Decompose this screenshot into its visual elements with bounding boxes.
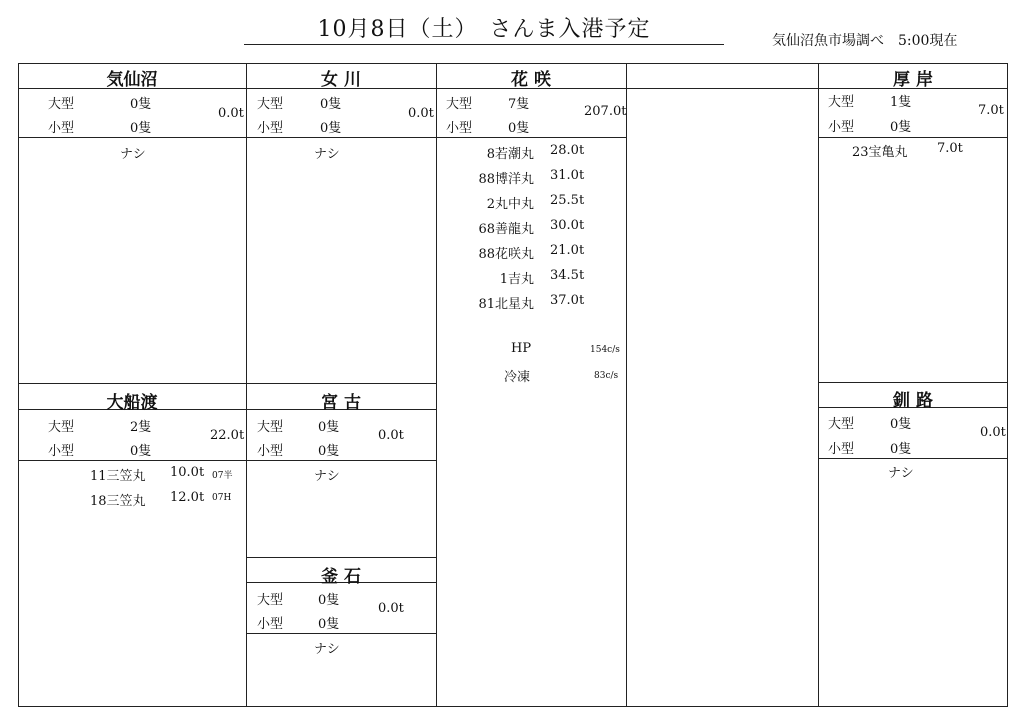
ship-name: 23宝亀丸 bbox=[852, 145, 908, 160]
ship-name: 11三笠丸 bbox=[90, 469, 146, 484]
port-header-onagawa: 女 川 bbox=[321, 70, 361, 90]
port-header-miyako: 宮 古 bbox=[321, 393, 361, 413]
column-divider bbox=[818, 63, 819, 707]
ship-amount: 10.0t bbox=[170, 465, 205, 480]
source-note: 気仙沼魚市場調べ 5:00現在 bbox=[772, 33, 958, 49]
ship-name: 81北星丸 bbox=[478, 297, 534, 312]
total-tonnage: 0.0t bbox=[378, 601, 404, 616]
total-tonnage: 0.0t bbox=[378, 428, 404, 443]
section-rule bbox=[436, 137, 626, 138]
ship-amount: 7.0t bbox=[937, 141, 963, 156]
section-rule bbox=[246, 633, 436, 634]
ship-name: 1吉丸 bbox=[499, 272, 534, 287]
large-label: 大型 bbox=[828, 417, 855, 432]
section-rule bbox=[818, 382, 1008, 383]
hp-label: HP bbox=[511, 341, 532, 356]
small-label: 小型 bbox=[828, 120, 855, 135]
large-label: 大型 bbox=[828, 95, 855, 110]
large-count: 0隻 bbox=[318, 420, 340, 435]
large-count: 2隻 bbox=[130, 420, 152, 435]
ship-name: 68善龍丸 bbox=[478, 222, 534, 237]
small-count: 0隻 bbox=[508, 121, 530, 136]
frozen-label: 冷凍 bbox=[504, 370, 531, 385]
section-rule bbox=[818, 458, 1008, 459]
port-header-kamaishi: 釜 石 bbox=[321, 567, 361, 587]
no-entries: ナシ bbox=[314, 642, 340, 657]
frozen-value: 83c/s bbox=[594, 371, 619, 381]
section-rule bbox=[18, 137, 246, 138]
total-tonnage: 0.0t bbox=[980, 425, 1006, 440]
ship-amount: 25.5t bbox=[550, 193, 585, 208]
small-label: 小型 bbox=[48, 121, 75, 136]
small-count: 0隻 bbox=[130, 444, 152, 459]
small-label: 小型 bbox=[257, 617, 284, 632]
port-header-hanasaki: 花 咲 bbox=[511, 70, 551, 90]
small-label: 小型 bbox=[257, 121, 284, 136]
column-divider bbox=[626, 63, 627, 707]
ship-amount: 34.5t bbox=[550, 268, 585, 283]
port-header-kesennuma: 気仙沼 bbox=[106, 70, 158, 90]
section-rule bbox=[818, 137, 1008, 138]
large-label: 大型 bbox=[446, 97, 473, 112]
small-count: 0隻 bbox=[318, 444, 340, 459]
column-divider bbox=[246, 63, 247, 707]
ship-amount: 37.0t bbox=[550, 293, 585, 308]
section-rule bbox=[18, 383, 436, 384]
hp-value: 154c/s bbox=[590, 345, 620, 355]
total-tonnage: 7.0t bbox=[978, 103, 1004, 118]
small-count: 0隻 bbox=[130, 121, 152, 136]
small-label: 小型 bbox=[48, 444, 75, 459]
port-header-kushiro: 釧 路 bbox=[893, 391, 933, 411]
large-count: 7隻 bbox=[508, 97, 530, 112]
section-rule bbox=[18, 460, 436, 461]
large-label: 大型 bbox=[48, 420, 75, 435]
total-tonnage: 22.0t bbox=[210, 428, 245, 443]
large-count: 1隻 bbox=[890, 95, 912, 110]
large-label: 大型 bbox=[257, 593, 284, 608]
ship-amount: 28.0t bbox=[550, 143, 585, 158]
ship-amount: 12.0t bbox=[170, 490, 205, 505]
total-tonnage: 0.0t bbox=[408, 106, 434, 121]
no-entries: ナシ bbox=[314, 469, 340, 484]
ship-amount: 31.0t bbox=[550, 168, 585, 183]
ship-name: 8若潮丸 bbox=[486, 147, 534, 162]
page-title: 10月8日（土） さんま入港予定 bbox=[317, 17, 651, 42]
large-label: 大型 bbox=[48, 97, 75, 112]
small-count: 0隻 bbox=[320, 121, 342, 136]
small-label: 小型 bbox=[446, 121, 473, 136]
large-count: 0隻 bbox=[890, 417, 912, 432]
small-count: 0隻 bbox=[318, 617, 340, 632]
port-header-akkeshi: 厚 岸 bbox=[893, 70, 933, 90]
column-divider bbox=[436, 63, 437, 707]
no-entries: ナシ bbox=[888, 466, 914, 481]
ship-name: 2丸中丸 bbox=[486, 197, 534, 212]
ship-name: 18三笠丸 bbox=[90, 494, 146, 509]
large-count: 0隻 bbox=[320, 97, 342, 112]
section-rule bbox=[246, 137, 436, 138]
small-label: 小型 bbox=[828, 442, 855, 457]
large-count: 0隻 bbox=[318, 593, 340, 608]
total-tonnage: 207.0t bbox=[584, 104, 627, 119]
total-tonnage: 0.0t bbox=[218, 106, 244, 121]
small-count: 0隻 bbox=[890, 442, 912, 457]
large-label: 大型 bbox=[257, 420, 284, 435]
small-label: 小型 bbox=[257, 444, 284, 459]
ship-amount: 21.0t bbox=[550, 243, 585, 258]
no-entries: ナシ bbox=[120, 147, 146, 162]
port-header-ofunato: 大船渡 bbox=[106, 393, 158, 413]
no-entries: ナシ bbox=[314, 147, 340, 162]
large-count: 0隻 bbox=[130, 97, 152, 112]
large-label: 大型 bbox=[257, 97, 284, 112]
ship-name: 88花咲丸 bbox=[478, 247, 534, 262]
arrival-time: 07半 bbox=[212, 471, 233, 481]
ship-amount: 30.0t bbox=[550, 218, 585, 233]
title-underline bbox=[244, 44, 724, 45]
ship-name: 88博洋丸 bbox=[478, 172, 534, 187]
small-count: 0隻 bbox=[890, 120, 912, 135]
arrival-time: 07H bbox=[212, 493, 232, 503]
section-rule bbox=[246, 557, 436, 558]
